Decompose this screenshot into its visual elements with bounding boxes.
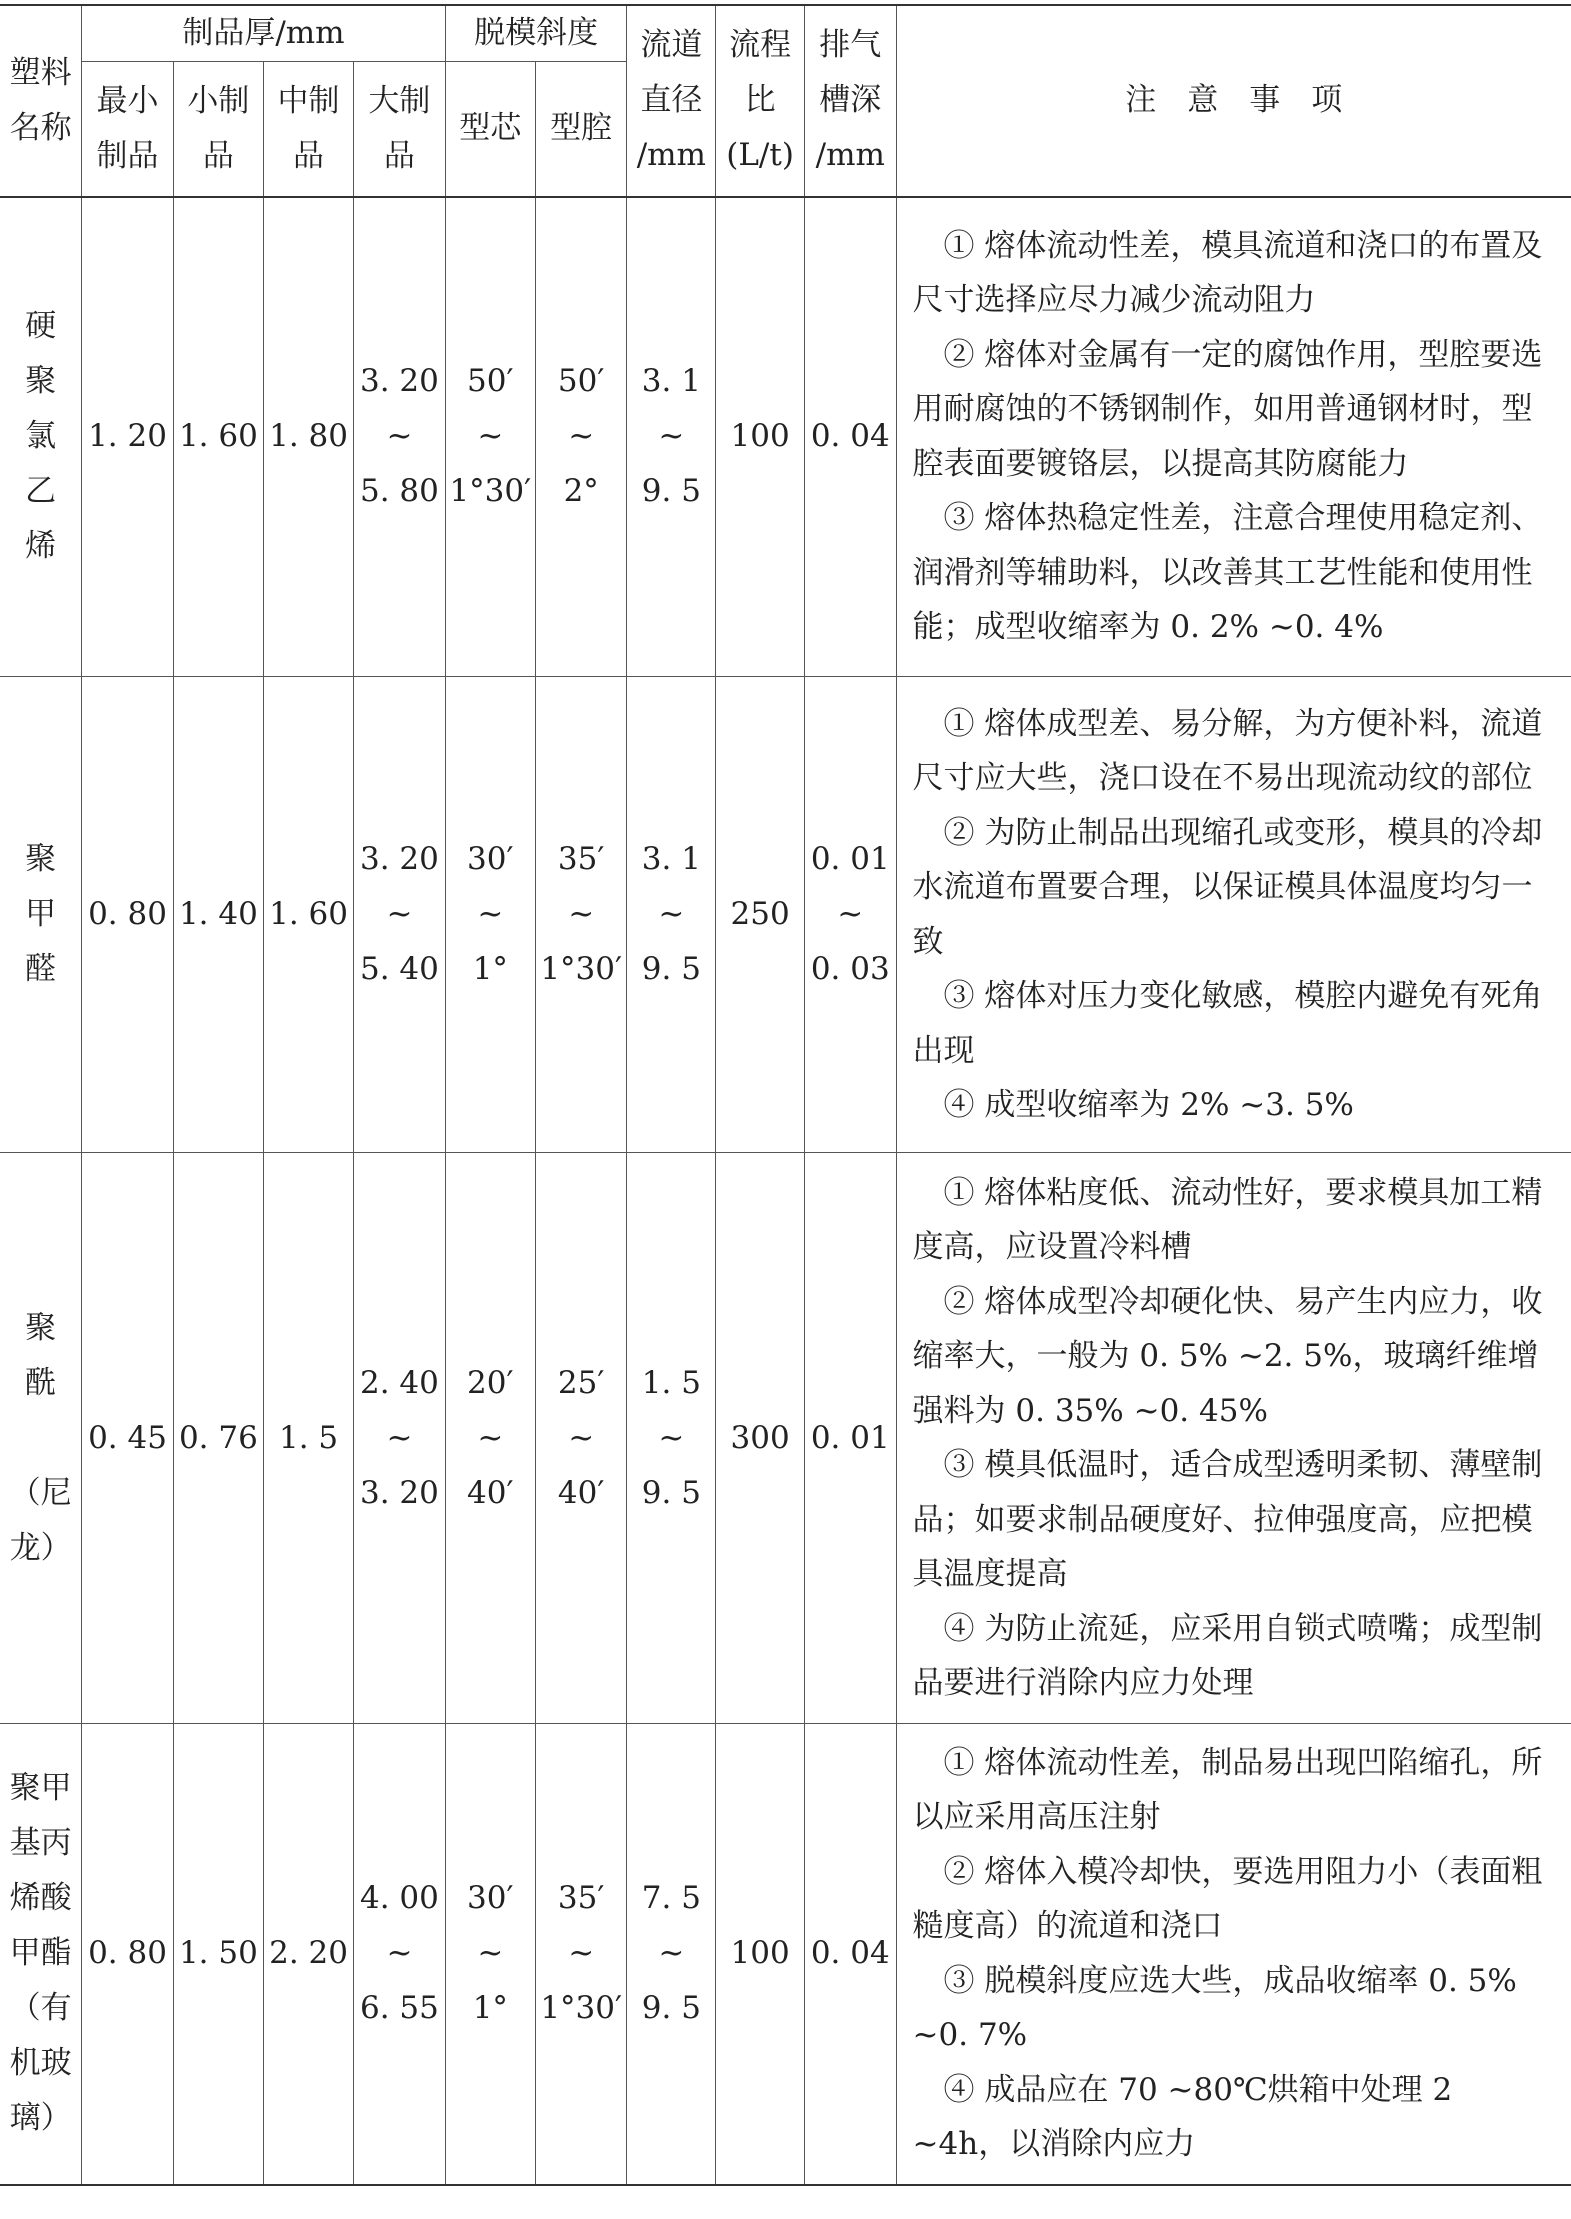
note-item: ② 为防止制品出现缩孔或变形，模具的冷却水流道布置要合理，以保证模具体温度均匀一致 xyxy=(912,814,1543,960)
small-thickness-cell: 1. 60 xyxy=(173,197,263,677)
small-thickness-cell: 0. 76 xyxy=(173,1153,263,1724)
min-thickness-cell: 0. 80 xyxy=(82,1724,174,2185)
draft-cavity-cell: 50′ ~ 2° xyxy=(535,197,627,677)
vent-depth-cell: 0. 04 xyxy=(804,197,896,677)
header-notes: 注 意 事 项 xyxy=(896,5,1571,197)
note-item: ② 熔体对金属有一定的腐蚀作用，型腔要选用耐腐蚀的不锈钢制作，如用普通钢材时，型腔表面要镀铬层，以提高其防腐能力 xyxy=(912,336,1543,482)
header-small-thickness: 小制 品 xyxy=(173,62,263,197)
notes-cell xyxy=(896,197,1571,677)
plastic-name-cell: 硬 聚 氯 乙 烯 xyxy=(0,197,82,677)
draft-cavity-cell: 25′ ~ 40′ xyxy=(535,1153,627,1724)
runner-diameter-cell: 7. 5 ~ 9. 5 xyxy=(627,1724,716,2185)
plastics-spec-table xyxy=(0,4,1571,2186)
header-flow-ratio: 流程 比 (L/t) xyxy=(716,5,805,197)
min-thickness-cell: 0. 45 xyxy=(82,1153,174,1724)
header-draft-group: 脱模斜度 xyxy=(445,5,627,62)
small-thickness-cell: 1. 40 xyxy=(173,677,263,1153)
plastic-name-cell: 聚 甲 醛 xyxy=(0,677,82,1153)
medium-thickness-cell: 1. 80 xyxy=(263,197,353,677)
header-thickness-group: 制品厚/mm xyxy=(82,5,446,62)
note-item: ③ 模具低温时，适合成型透明柔韧、薄壁制品；如要求制品硬度好、拉伸强度高，应把模具温度提高 xyxy=(912,1447,1543,1592)
header-draft-cavity: 型腔 xyxy=(535,62,627,197)
header-plastic-name: 塑料 名称 xyxy=(0,5,82,197)
large-thickness-cell: 3. 20 ~ 5. 80 xyxy=(354,197,446,677)
runner-diameter-cell: 1. 5 ~ 9. 5 xyxy=(627,1153,716,1724)
flow-ratio-cell: 250 xyxy=(716,677,805,1153)
plastic-name-cell: 聚 酰 （尼 龙） xyxy=(0,1153,82,1724)
note-item: ① 熔体流动性差，制品易出现凹陷缩孔，所以应采用高压注射 xyxy=(912,1744,1543,1836)
note-item: ① 熔体粘度低、流动性好，要求模具加工精度高，应设置冷料槽 xyxy=(912,1174,1543,1265)
header-runner-diameter: 流道 直径 /mm xyxy=(627,5,716,197)
draft-cavity-cell: 35′ ~ 1°30′ xyxy=(535,1724,627,2185)
medium-thickness-cell: 1. 5 xyxy=(263,1153,353,1724)
notes-cell xyxy=(896,1153,1571,1724)
vent-depth-cell: 0. 01 xyxy=(804,1153,896,1724)
notes-cell xyxy=(896,1724,1571,2185)
notes-cell xyxy=(896,677,1571,1153)
plastic-name-cell: 聚甲 基丙 烯酸 甲酯 （有 机玻 璃） xyxy=(0,1724,82,2185)
header-large-thickness: 大制 品 xyxy=(354,62,446,197)
large-thickness-cell: 3. 20 ~ 5. 40 xyxy=(354,677,446,1153)
header-min-thickness: 最小 制品 xyxy=(82,62,174,197)
note-item: ④ 为防止流延，应采用自锁式喷嘴；成型制品要进行消除内应力处理 xyxy=(912,1610,1543,1701)
header-draft-core: 型芯 xyxy=(445,62,535,197)
note-item: ③ 熔体热稳定性差，注意合理使用稳定剂、润滑剂等辅助料，以改善其工艺性能和使用性能；成型收缩率为 0. 2% ~0. 4% xyxy=(912,500,1543,646)
draft-cavity-cell: 35′ ~ 1°30′ xyxy=(535,677,627,1153)
table-row xyxy=(0,1153,1571,1724)
medium-thickness-cell: 2. 20 xyxy=(263,1724,353,2185)
table-row xyxy=(0,1724,1571,2185)
min-thickness-cell: 0. 80 xyxy=(82,677,174,1153)
note-item: ④ 成型收缩率为 2% ~3. 5% xyxy=(943,1087,1354,1123)
header-vent-depth: 排气 槽深 /mm xyxy=(804,5,896,197)
large-thickness-cell: 4. 00 ~ 6. 55 xyxy=(354,1724,446,2185)
draft-core-cell: 50′ ~ 1°30′ xyxy=(445,197,535,677)
table-row xyxy=(0,677,1571,1153)
flow-ratio-cell: 100 xyxy=(716,1724,805,2185)
flow-ratio-cell: 300 xyxy=(716,1153,805,1724)
note-item: ③ 熔体对压力变化敏感，模腔内避免有死角出现 xyxy=(912,978,1543,1069)
note-item: ② 熔体入模冷却快，要选用阻力小（表面粗糙度高）的流道和浇口 xyxy=(912,1853,1543,1945)
note-item: ① 熔体成型差、易分解，为方便补料，流道尺寸应大些，浇口设在不易出现流动纹的部位 xyxy=(912,705,1543,796)
runner-diameter-cell: 3. 1 ~ 9. 5 xyxy=(627,677,716,1153)
note-item: ③ 脱模斜度应选大些，成品收缩率 0. 5% ~0. 7% xyxy=(912,1962,1517,2054)
runner-diameter-cell: 3. 1 ~ 9. 5 xyxy=(627,197,716,677)
medium-thickness-cell: 1. 60 xyxy=(263,677,353,1153)
header-medium-thickness: 中制 品 xyxy=(263,62,353,197)
draft-core-cell: 20′ ~ 40′ xyxy=(445,1153,535,1724)
note-item: ④ 成品应在 70 ~80℃烘箱中处理 2 ~4h，以消除内应力 xyxy=(912,2071,1453,2163)
flow-ratio-cell: 100 xyxy=(716,197,805,677)
draft-core-cell: 30′ ~ 1° xyxy=(445,1724,535,2185)
table-row xyxy=(0,197,1571,677)
small-thickness-cell: 1. 50 xyxy=(173,1724,263,2185)
large-thickness-cell: 2. 40 ~ 3. 20 xyxy=(354,1153,446,1724)
min-thickness-cell: 1. 20 xyxy=(82,197,174,677)
vent-depth-cell: 0. 01 ~ 0. 03 xyxy=(804,677,896,1153)
note-item: ② 熔体成型冷却硬化快、易产生内应力，收缩率大，一般为 0. 5% ~2. 5%，玻璃纤维增强料为 0. 35% ~0. 45% xyxy=(912,1283,1543,1429)
draft-core-cell: 30′ ~ 1° xyxy=(445,677,535,1153)
vent-depth-cell: 0. 04 xyxy=(804,1724,896,2185)
note-item: ① 熔体流动性差，模具流道和浇口的布置及尺寸选择应尽力减少流动阻力 xyxy=(912,227,1543,319)
